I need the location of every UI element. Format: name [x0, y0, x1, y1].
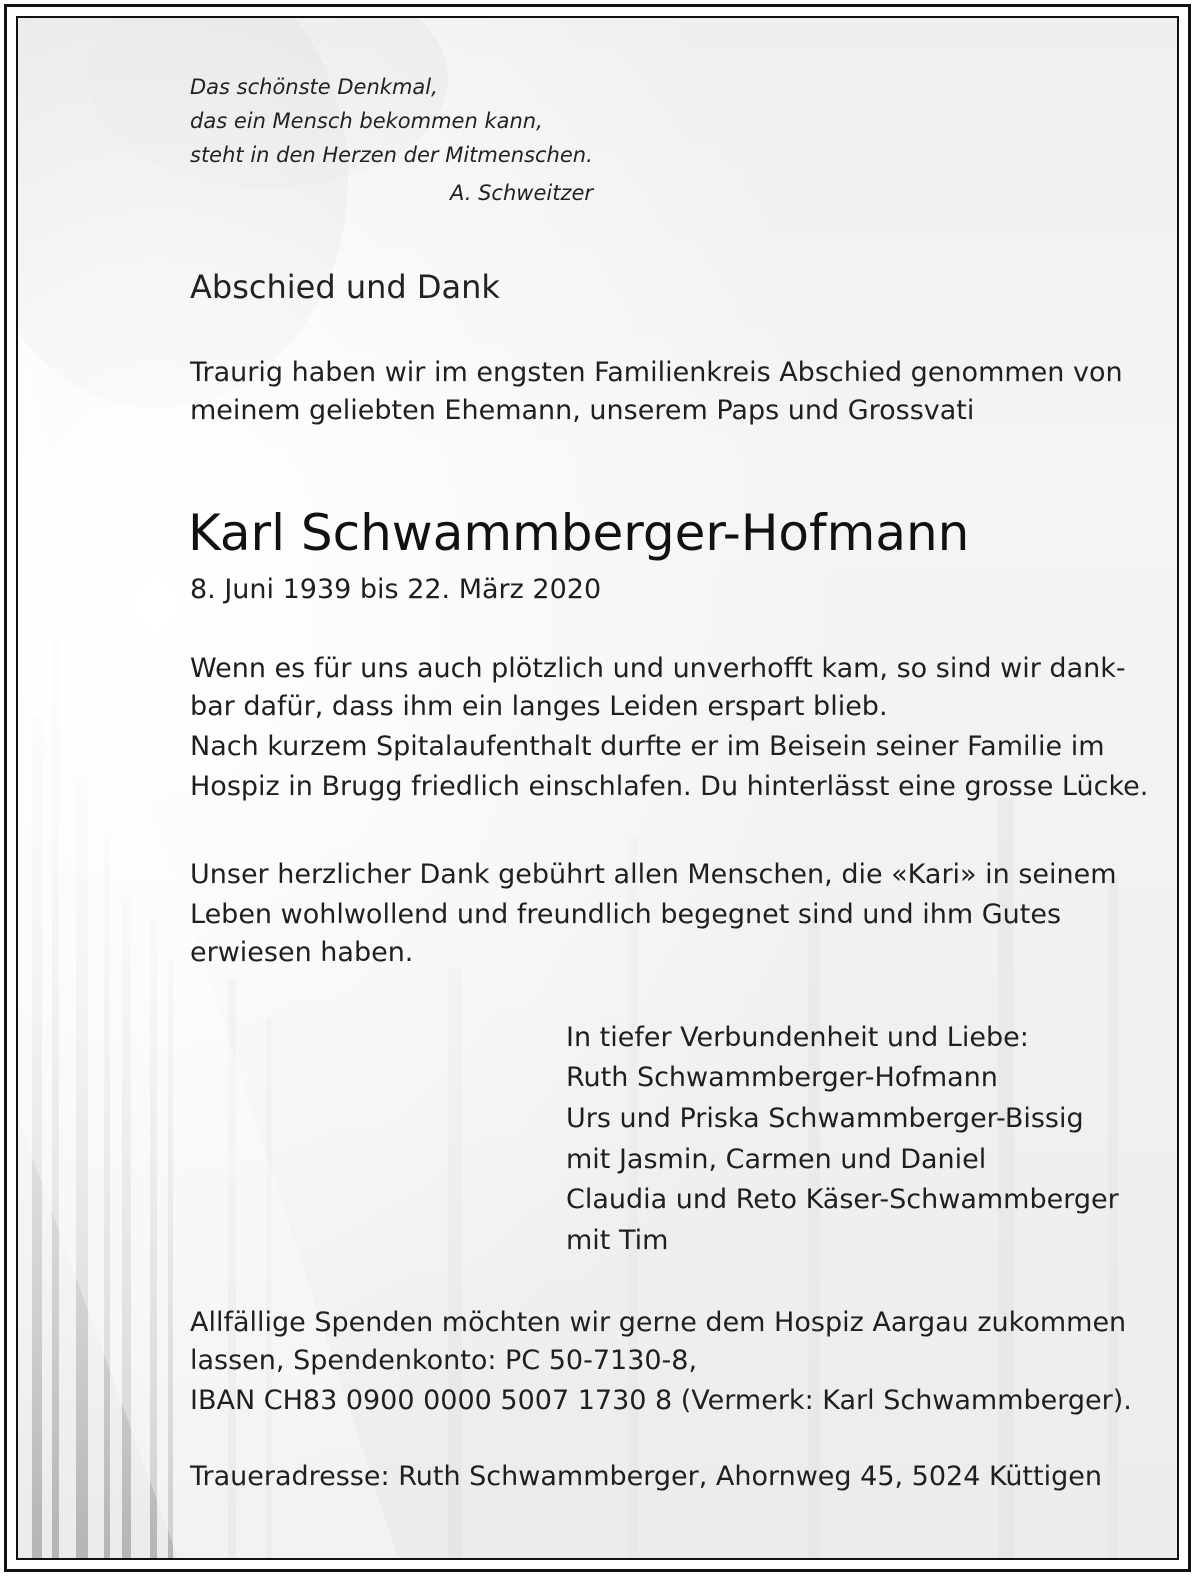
signature-line: In tiefer Verbundenheit und Liebe:: [566, 1022, 1029, 1053]
signature-line: Ruth Schwammberger-Hofmann: [566, 1062, 998, 1093]
donation-line: lassen, Spendenkonto: PC 50-7130-8,: [190, 1345, 698, 1376]
obituary-frame: [16, 16, 1179, 1560]
quote-line: Das schönste Denkmal,: [190, 75, 438, 99]
intro-line: Traurig haben wir im engsten Familienkreis Abschied genommen von: [190, 357, 1123, 388]
section-heading: Abschied und Dank: [190, 268, 500, 306]
paragraph-line: bar dafür, dass ihm ein langes Leiden erspart blieb.: [190, 691, 888, 722]
signature-line: Claudia und Reto Käser-Schwammberger: [566, 1184, 1119, 1215]
donation-line: IBAN CH83 0900 0000 5007 1730 8 (Vermerk: Karl Schwammberger).: [190, 1385, 1132, 1416]
signature-line: mit Jasmin, Carmen und Daniel: [566, 1144, 987, 1175]
signature-line: Urs und Priska Schwammberger-Bissig: [566, 1103, 1084, 1134]
signature-line: mit Tim: [566, 1225, 669, 1256]
quote-author: A. Schweitzer: [450, 181, 594, 205]
quote-line: steht in den Herzen der Mitmenschen.: [190, 143, 593, 167]
paragraph-line: erwiesen haben.: [190, 937, 414, 968]
paragraph-line: Hospiz in Brugg friedlich einschlafen. Du hinterlässt eine grosse Lücke.: [190, 771, 1149, 802]
paragraph-line: Leben wohlwollend und freundlich begegnet sind und ihm Gutes: [190, 899, 1062, 930]
paragraph-line: Wenn es für uns auch plötzlich und unverhofft kam, so sind wir dank-: [190, 653, 1126, 684]
quote-line: das ein Mensch bekommen kann,: [190, 109, 543, 133]
obituary-content: [18, 18, 1177, 1558]
intro-line: meinem geliebten Ehemann, unserem Paps und Grossvati: [190, 395, 975, 426]
donation-line: Allfällige Spenden möchten wir gerne dem Hospiz Aargau zukommen: [190, 1307, 1127, 1338]
life-dates: 8. Juni 1939 bis 22. März 2020: [190, 574, 602, 605]
mourning-address: Traueradresse: Ruth Schwammberger, Ahornweg 45, 5024 Küttigen: [190, 1461, 1102, 1492]
paragraph-line: Unser herzlicher Dank gebührt allen Menschen, die «Kari» in seinem: [190, 859, 1117, 890]
paragraph-line: Nach kurzem Spitalaufenthalt durfte er im Beisein seiner Familie im: [190, 731, 1105, 762]
deceased-name: Karl Schwammberger-Hofmann: [188, 504, 970, 562]
